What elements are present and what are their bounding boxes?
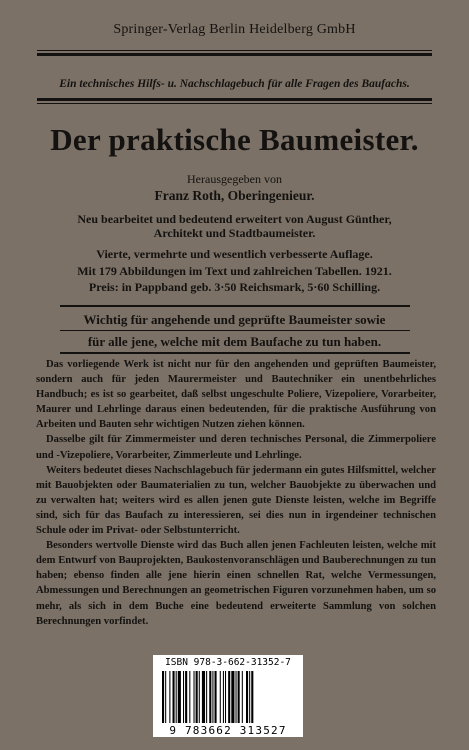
book-title: Der praktische Baumeister. xyxy=(50,122,419,157)
barcode-bar xyxy=(189,671,190,723)
edited-by-label: Herausgegeben von xyxy=(187,172,282,186)
paragraph-3: Weiters bedeutet dieses Nachschlagebuch für jedermann ein gutes Hilfsmittel, welcher mit Bauobjekten oder Baumaterialien zu tun, welcher Bauobjekte zu überwachen und zu verwalten hat; weiters wird es allen jenen gute Dienste leisten, welche im Begriffe sind, sich für das Baufach zu interessieren, sei dies nun in irgendeiner technischen Schule oder im Privat- oder Selbstunterricht. xyxy=(36,464,436,537)
revision-line-2: Architekt und Stadtbaumeister. xyxy=(153,226,316,240)
barcode-bar xyxy=(223,671,224,723)
warning-rule-middle xyxy=(60,330,410,331)
barcode-bar xyxy=(176,671,177,723)
warning-rule-bottom xyxy=(60,352,410,354)
barcode-bar xyxy=(206,671,207,723)
warning-line-1: Wichtig für angehende und geprüfte Baumeister sowie xyxy=(83,312,386,327)
barcode-bar xyxy=(209,671,211,723)
editor-name: Franz Roth, Oberingenieur. xyxy=(154,188,315,203)
revision-line-1: Neu bearbeitet und bedeutend erweitert von August Günther, xyxy=(77,212,392,226)
price-line: Preis: in Pappband geb. 3·50 Reichsmark, 5·60 Schilling. xyxy=(88,280,381,294)
isbn-label: ISBN 978-3-662-31352-7 xyxy=(165,657,291,668)
barcode-bar xyxy=(228,671,230,723)
barcode-bars xyxy=(161,671,295,723)
illustrations-line: Mit 179 Abbildungen im Text und zahlreichen Tabellen. 1921. xyxy=(77,264,392,278)
barcode-bar xyxy=(165,671,166,723)
edition-line: Vierte, vermehrte und wesentlich verbesserte Auflage. xyxy=(96,247,373,261)
barcode-bar xyxy=(183,671,184,723)
barcode-bar xyxy=(238,671,240,723)
barcode-bar xyxy=(220,671,221,723)
barcode-bar xyxy=(225,671,226,723)
barcode-bar xyxy=(246,671,248,723)
barcode-bar xyxy=(242,671,243,723)
barcode-bar xyxy=(199,671,200,723)
tagline-rule-thin xyxy=(37,103,432,104)
barcode-bar xyxy=(178,671,181,723)
warning-rule-top xyxy=(60,305,410,307)
barcode-bar xyxy=(236,671,237,723)
isbn-barcode xyxy=(153,655,303,737)
barcode-bar xyxy=(173,671,175,723)
publisher-name: Springer-Verlag Berlin Heidelberg GmbH xyxy=(113,22,356,37)
barcode-bar xyxy=(202,671,205,723)
barcode-bar xyxy=(251,671,253,723)
barcode-bar xyxy=(185,671,187,723)
barcode-bar xyxy=(212,671,213,723)
paragraph-2: Dasselbe gilt für Zimmermeister und deren technisches Personal, die Zimmerpoliere und -Vizepoliere, Vorarbeiter, Zimmerleute und Lehrlinge. xyxy=(36,434,436,461)
barcode-bar xyxy=(231,671,234,723)
warning-line-2: für alle jene, welche mit dem Baufache zu tun haben. xyxy=(87,334,382,349)
tagline-rule-thick xyxy=(37,98,432,101)
barcode-bar xyxy=(162,671,164,723)
tagline: Ein technisches Hilfs- u. Nachschlagebuch für alle Fragen des Baufachs. xyxy=(59,78,410,90)
paragraph-4: Besonders wertvolle Dienste wird das Buch allen jenen Fachleuten leisten, welche mit dem Entwurf von Bauprojekten, Baukostenvoranschlägen und Bauberechnungen zu tun haben; ebenso finden alle jene hierin einen schnellen Rat, welche Vermessungen, Abmessungen und Berechnungen an geometrischen Figuren vorzunehmen haben, um so mehr, als sich in dem Buche eine bedeutend erweiterte Sammlung von solchen Berechnungen vorfindet. xyxy=(36,540,436,627)
barcode-digits: 9 783662 313527 xyxy=(169,724,287,737)
barcode-bar xyxy=(196,671,198,723)
description-text xyxy=(36,357,436,629)
top-rule-thick xyxy=(37,53,432,56)
top-rule-thin xyxy=(37,50,432,51)
barcode-bar xyxy=(169,671,170,723)
barcode-bar xyxy=(215,671,217,723)
barcode-bar xyxy=(249,671,250,723)
barcode-bar xyxy=(194,671,195,723)
paragraph-1: Das vorliegende Werk ist nicht nur für den angehenden und geprüften Baumeister, sondern auch für jeden Maurermeister und Bautechniker ein unentbehrliches Handbuch; es ist so gearbeitet, daß selbst ungeschulte Poliere, Vizepoliere, Vorarbeiter, Maurer und Lehrlinge daraus einen bedeutenden, für die praktische Ausführung von Arbeiten und Bauten sehr wichtigen Nutzen ziehen können. xyxy=(36,359,436,431)
